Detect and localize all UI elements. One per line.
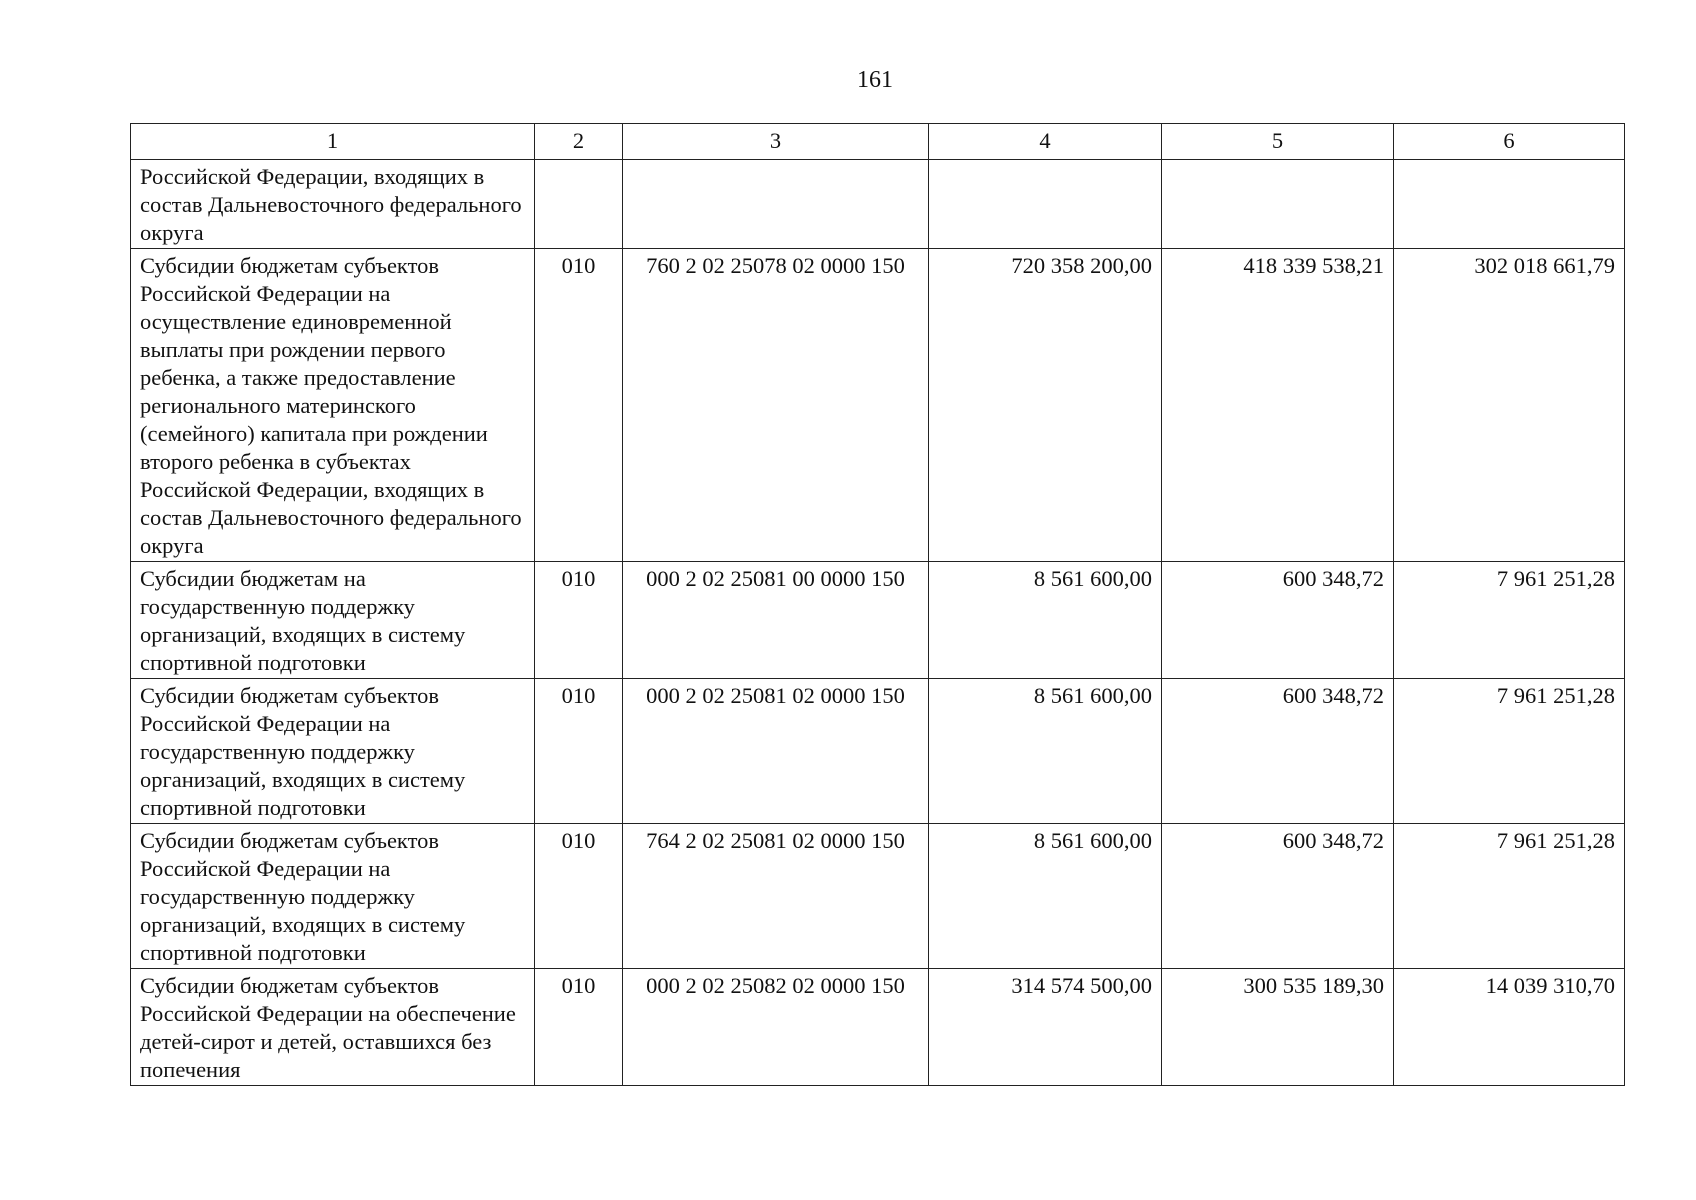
row-name: Субсидии бюджетам субъектов Российской Федерации на государственную поддержку организаций, входящих в систему спортивной подготовки [131,679,535,824]
row-executed: 600 348,72 [1162,679,1394,824]
row-line-code: 010 [535,562,623,679]
row-budget-code: 764 2 02 25081 02 0000 150 [623,824,929,969]
row-line-code: 010 [535,249,623,562]
row-executed: 600 348,72 [1162,562,1394,679]
row-line-code: 010 [535,824,623,969]
budget-table [130,123,1625,1086]
page-number: 161 [857,67,893,93]
table-row [131,562,1625,679]
row-name: Субсидии бюджетам субъектов Российской Федерации на осуществление единовременной выплаты при рождении первого ребенка, а также предоставление регионального материнского (семейного) капитала при рождении второго ребенка в субъектах Российской Федерации, входящих в состав Дальневосточного федерального округа [131,249,535,562]
table-row [131,824,1625,969]
table-row [131,249,1625,562]
column-header-3: 3 [623,124,929,160]
row-approved: 8 561 600,00 [929,562,1162,679]
row-budget-code: 000 2 02 25081 00 0000 150 [623,562,929,679]
row-budget-code: 760 2 02 25078 02 0000 150 [623,249,929,562]
row-approved [929,160,1162,249]
row-line-code: 010 [535,969,623,1086]
row-executed: 418 339 538,21 [1162,249,1394,562]
row-remaining: 7 961 251,28 [1394,824,1625,969]
row-name: Субсидии бюджетам субъектов Российской Федерации на государственную поддержку организаций, входящих в систему спортивной подготовки [131,824,535,969]
table-row [131,679,1625,824]
row-approved: 8 561 600,00 [929,679,1162,824]
column-header-4: 4 [929,124,1162,160]
row-budget-code [623,160,929,249]
column-header-5: 5 [1162,124,1394,160]
row-line-code: 010 [535,679,623,824]
row-approved: 8 561 600,00 [929,824,1162,969]
row-approved: 720 358 200,00 [929,249,1162,562]
row-executed: 300 535 189,30 [1162,969,1394,1086]
table-row [131,160,1625,249]
row-remaining: 14 039 310,70 [1394,969,1625,1086]
column-header-6: 6 [1394,124,1625,160]
row-remaining: 302 018 661,79 [1394,249,1625,562]
row-executed [1162,160,1394,249]
row-line-code [535,160,623,249]
table-row [131,969,1625,1086]
row-remaining [1394,160,1625,249]
table-header-row [131,124,1625,160]
row-remaining: 7 961 251,28 [1394,562,1625,679]
row-approved: 314 574 500,00 [929,969,1162,1086]
row-executed: 600 348,72 [1162,824,1394,969]
row-name: Субсидии бюджетам на государственную поддержку организаций, входящих в систему спортивной подготовки [131,562,535,679]
row-budget-code: 000 2 02 25081 02 0000 150 [623,679,929,824]
row-budget-code: 000 2 02 25082 02 0000 150 [623,969,929,1086]
row-name: Российской Федерации, входящих в состав Дальневосточного федерального округа [131,160,535,249]
row-remaining: 7 961 251,28 [1394,679,1625,824]
row-name: Субсидии бюджетам субъектов Российской Федерации на обеспечение детей-сирот и детей, оставшихся без попечения [131,969,535,1086]
column-header-1: 1 [131,124,535,160]
column-header-2: 2 [535,124,623,160]
